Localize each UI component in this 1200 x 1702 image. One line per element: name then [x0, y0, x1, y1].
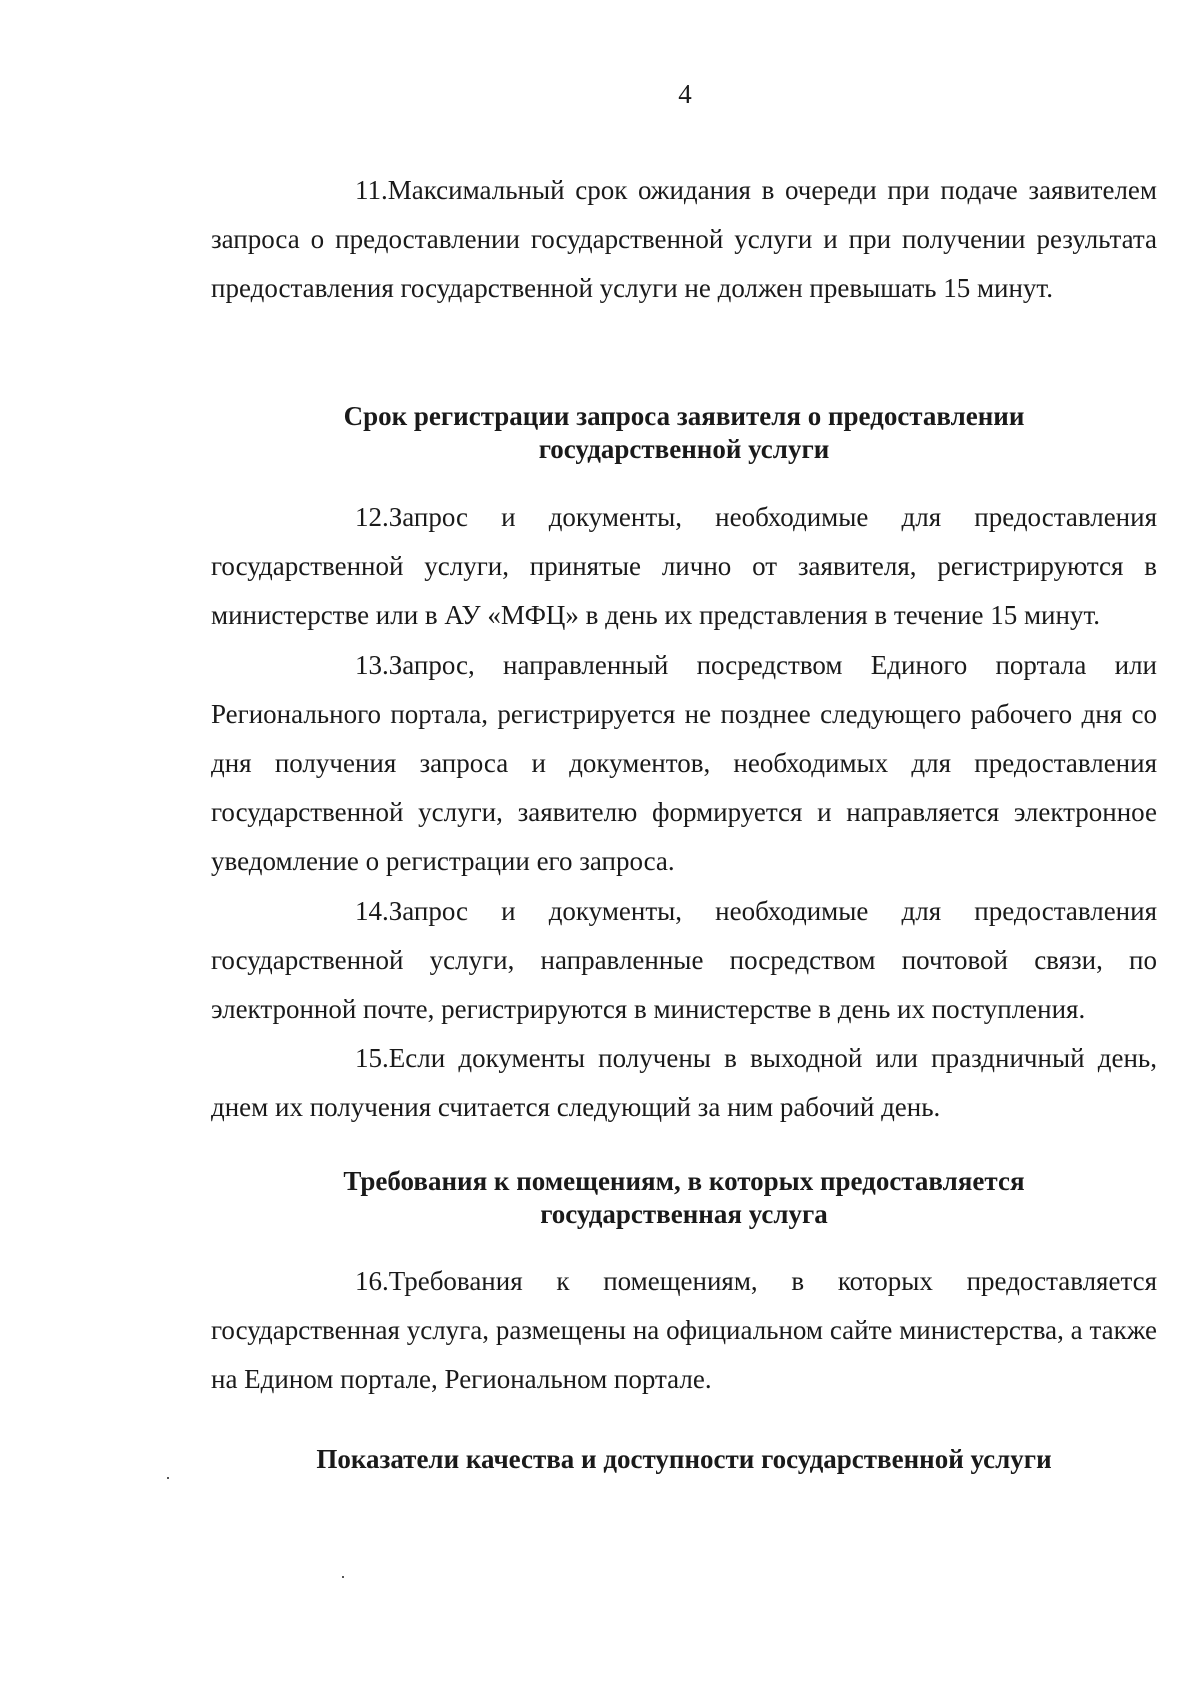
paragraph-text: Максимальный срок ожидания в очереди при подаче заявителем запроса о предоставлении государственной услуги и при получении результата предоставления государственной услуги не должен превышать 15 минут.: [211, 175, 1157, 304]
heading-line-1: Срок регистрации запроса заявителя о предоставлении: [343, 401, 1025, 431]
paragraph-14: [211, 887, 1157, 1035]
section-waiting-time: [211, 166, 1157, 314]
section-registration-term: [211, 493, 1157, 1133]
heading-line-2: государственная услуга: [540, 1199, 828, 1229]
paragraph-number: 11.: [355, 175, 388, 205]
paragraph-number: 16.: [355, 1266, 389, 1296]
paragraph-text: Требования к помещениям, в которых предоставляется государственная услуга, размещены на официальном сайте министерства, а также на Едином портале, Региональном портале.: [211, 1266, 1157, 1395]
heading-registration-term: [211, 400, 1157, 466]
paragraph-number: 15.: [355, 1043, 389, 1074]
paragraph-16: [211, 1257, 1157, 1405]
paragraph-15: [211, 1034, 1157, 1132]
paragraph-text: Запрос, направленный посредством Единого портала или Регионального портала, регистрируется не позднее следующего рабочего дня со дня получения запроса и документов, необходимых для предоставления государственной услуги, заявителю формируется и направляется электронное уведомление о регистрации его запроса.: [211, 649, 1157, 877]
heading-line-2: государственной услуги: [538, 434, 830, 464]
page-number: 4: [678, 79, 692, 109]
paragraph-text: Запрос и документы, необходимые для предоставления государственной услуги, направленные посредством почтовой связи, по электронной почте, регистрируются в министерстве в день их поступления.: [211, 895, 1157, 1025]
section-premises-requirements: [211, 1257, 1157, 1405]
heading-premises-requirements: [211, 1165, 1157, 1231]
heading-line-1: Требования к помещениям, в которых предоставляется: [343, 1166, 1025, 1196]
heading-quality-indicators: [211, 1443, 1157, 1476]
heading-line-1: Показатели качества и доступности государственной услуги: [316, 1444, 1052, 1474]
scan-mark: [342, 1576, 344, 1578]
paragraph-12: [211, 493, 1157, 641]
paragraph-number: 12.: [355, 502, 389, 532]
paragraph-number: 14.: [355, 895, 389, 926]
paragraph-11: [211, 166, 1157, 314]
paragraph-13: [211, 641, 1157, 887]
paragraph-number: 13.: [355, 649, 389, 680]
paragraph-text: Запрос и документы, необходимые для предоставления государственной услуги, принятые лично от заявителя, регистрируются в министерстве или в АУ «МФЦ» в день их представления в течение 15 минут.: [211, 502, 1157, 631]
paragraph-text: Если документы получены в выходной или праздничный день, днем их получения считается следующий за ним рабочий день.: [211, 1043, 1157, 1123]
scan-mark: [167, 1477, 169, 1479]
